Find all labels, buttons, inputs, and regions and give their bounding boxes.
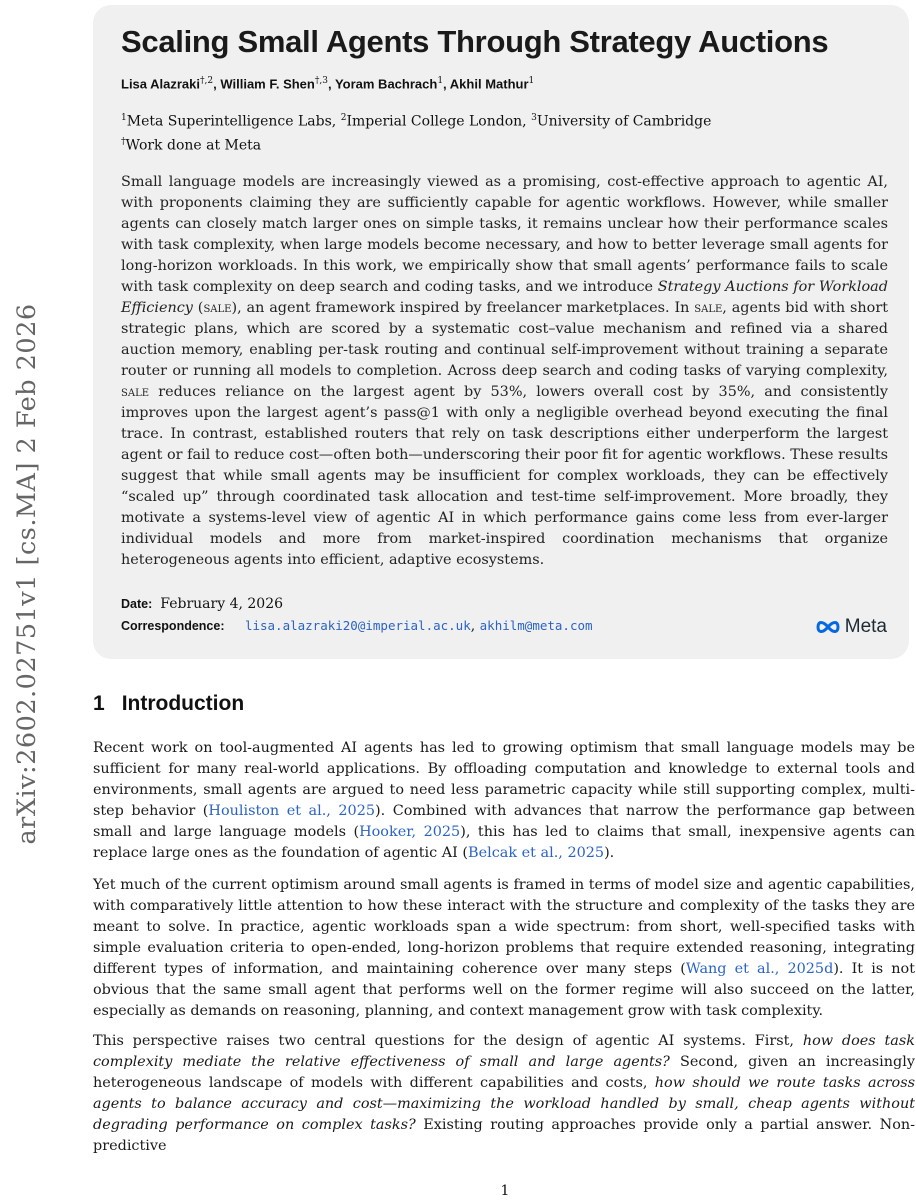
acronym: sale — [203, 300, 232, 316]
correspondence-label: Correspondence: — [121, 619, 225, 633]
citation-link[interactable]: Houliston et al., 2025 — [208, 803, 376, 819]
text: ). — [604, 845, 615, 861]
note-sup: † — [121, 136, 126, 147]
author-sup: †,2 — [200, 76, 214, 86]
correspondence-row: Correspondence: lisa.alazraki20@imperial.ac.uk, akhilm@meta.com — [121, 618, 593, 634]
framework-name: Strategy Auctions for Workload Efficiency — [121, 279, 888, 316]
affil-sup: 3 — [531, 113, 537, 123]
intro-paragraph-2 — [93, 875, 915, 1022]
arxiv-id: arXiv:2602.02751v1 [cs.MA] 2 Feb 2026 — [12, 303, 42, 845]
question-2: how should we route tasks across agents to balance accuracy and cost—maximizing the workload handled by small, cheap agents without degrading performance on complex tasks? — [93, 1075, 915, 1133]
author: Yoram Bachrach — [334, 76, 438, 92]
affiliation: University of Cambridge — [536, 113, 712, 130]
text: Recent work on tool-augmented AI agents has led to growing optimism that small language models may be sufficient for many real-world applications. By offloading computation and knowledge to external tools and environments, small agents are argued to need less parametric capacity while still supporting complex, multi-step behavior ( — [93, 740, 915, 819]
abstract-part: Small language models are increasingly viewed as a promising, cost-effective approach to agentic AI, with proponents claiming they are sufficiently capable for agentic workflows. However, while smaller agents can closely match larger ones on simple tasks, it remains unclear how their performance scales with task complexity, when large models become necessary, and how to better leverage small agents for long-horizon workloads. In this work, we empirically show that small agents’ performance fails to scale with task complexity on deep search and coding tasks, and we introduce — [121, 174, 888, 295]
intro-paragraph-1 — [93, 738, 915, 864]
abstract-box — [93, 5, 909, 659]
author-list: Lisa Alazraki$^{\dagger,2}$, William F. Shen$^{\dagger,3}$, Yoram Bachrach$^1$, Akhil Mathur$^1$ — [121, 76, 535, 92]
meta-logo-text: Meta — [844, 616, 887, 637]
citation-link[interactable]: Belcak et al., 2025 — [468, 845, 605, 861]
author-sup: 1 — [437, 76, 444, 86]
email-link[interactable]: lisa.alazraki20@imperial.ac.uk — [244, 618, 471, 633]
author: Akhil Mathur — [449, 76, 529, 92]
section-heading — [93, 692, 244, 716]
text: ), this has led to claims that small, inexpensive agents can replace large ones as the foundation of agentic AI ( — [93, 824, 915, 861]
meta-logo — [815, 616, 887, 638]
abstract-part: reduces reliance on the largest agent by 53%, lowers overall cost by 35%, and consistently improves upon the largest agent’s pass@1 with only a negligible overhead beyond executing the final trace. In contrast, established routers that rely on task descriptions either underperform the largest agent or fail to reduce cost—often both—underscoring their poor fit for agentic workflows. These results suggest that while small agents may be insufficient for complex workloads, they can be effectively “scaled up” through coordinated task allocation and test-time self-improvement. More broadly, they motivate a systems-level view of agentic AI in which performance gains come less from ever-larger individual models and more from market-inspired coordination mechanisms that organize heterogeneous agents into efficient, adaptive ecosystems. — [121, 384, 888, 568]
date-value: February 4, 2026 — [160, 596, 284, 612]
affil-sup: 1 — [121, 113, 127, 123]
paper-title: Scaling Small Agents Through Strategy Auctions — [121, 24, 829, 59]
text: ). It is not obvious that the same small agent that performs well on the former regime will also succeed on the latter, especially as demands on reasoning, planning, and context management grow with task complexity. — [93, 961, 915, 1019]
author-sup: 1 — [528, 76, 535, 86]
text: This perspective raises two central questions for the design of agentic AI systems. First, — [93, 1033, 795, 1049]
date-label: Date: — [121, 597, 153, 611]
arxiv-sidebar-stamp — [3, 268, 51, 880]
intro-paragraph-3 — [93, 1031, 915, 1157]
affiliations: $^1$Meta Superintelligence Labs, $^2$Imperial College London, $^3$University of Cambridge †Work done at Meta — [121, 113, 712, 154]
citation-link[interactable]: Hooker, 2025 — [359, 824, 461, 840]
acronym: sale — [121, 384, 150, 400]
page-number: 1 — [500, 1183, 510, 1199]
abstract-text: Small language models are increasingly viewed as a promising, cost-effective approach to agentic AI, with proponents claiming they are sufficiently capable for agentic workflows. However, while smaller agents can closely match larger ones on simple tasks, it remains unclear how their performance scales with task complexity, when large models become necessary, and how to better leverage small agents for long-horizon workloads. In this work, we empirically show that small agents’ performance fails to scale with task complexity on deep search and coding tasks, and we introduce Strategy Auctions for Workload Efficiency (sale), an agent framework inspired by freelancer marketplaces. In sale, agents bid with short strategic plans, which are scored by a systematic cost–value mechanism and refined via a shared auction memory, enabling per-task routing and continual self-improvement without training a separate router or running all models to completion. Across deep search and coding tasks of varying complexity, sale reduces reliance on the largest agent by 53%, lowers overall cost by 35%, and consistently improves upon the largest agent’s pass@1 with only a negligible overhead beyond executing the final trace. In contrast, established routers that rely on task descriptions either underperform the largest agent or fail to reduce cost—often both—underscoring their poor fit for agentic workflows. These results suggest that while small agents may be insufficient for complex workloads, they can be effectively “scaled up” through coordinated task allocation and test-time self-improvement. More broadly, they motivate a systems-level view of agentic AI in which performance gains come less from ever-larger individual models and more from market-inspired coordination mechanisms that organize heterogeneous agents into efficient, adaptive ecosystems. — [121, 174, 888, 568]
section-title: Introduction — [121, 692, 245, 715]
citation-link[interactable]: Wang et al., 2025d — [685, 961, 834, 977]
abstract-part: , agents bid with short strategic plans, which are scored by a systematic cost–value mechanism and refined via a shared auction memory, enabling per-task routing and continual self-improvement without training a separate router or running all models to completion. Across deep search and coding tasks of varying complexity, — [121, 300, 888, 379]
affiliation: Imperial College London — [346, 113, 523, 130]
abstract-part: , an agent framework inspired by freelancer marketplaces. In — [237, 300, 690, 316]
text: Yet much of the current optimism around small agents is framed in terms of model size and agentic capabilities, with comparatively little attention to how these interact with the structure and complexity of the tasks they are meant to solve. In practice, agentic workloads span a wide spectrum: from short, well-specified tasks with simple evaluation criteria to open-ended, long-horizon problems that require extended reasoning, integrating different types of information, and maintaining coherence over many steps ( — [93, 877, 915, 977]
question-1: how does task complexity mediate the relative effectiveness of small and large agents? — [93, 1033, 915, 1070]
author-sup: †,3 — [314, 76, 328, 86]
section-number: 1 — [93, 692, 105, 715]
work-note: Work done at Meta — [125, 137, 262, 154]
author: William F. Shen — [220, 76, 315, 92]
acronym: sale — [694, 300, 723, 316]
text: ). Combined with advances that narrow the performance gap between small and large language models ( — [93, 803, 915, 840]
affiliation: Meta Superintelligence Labs — [126, 113, 332, 130]
date-row — [121, 594, 283, 614]
meta-infinity-icon — [815, 619, 841, 635]
author: Lisa Alazraki — [121, 76, 201, 92]
email-link[interactable]: akhilm@meta.com — [479, 618, 593, 633]
affil-sup: 2 — [340, 113, 347, 123]
text: Second, given an increasingly heterogeneous landscape of models with different capabilities and costs, — [93, 1054, 915, 1091]
text: Existing routing approaches provide only a partial answer. Non-predictive — [93, 1117, 915, 1154]
